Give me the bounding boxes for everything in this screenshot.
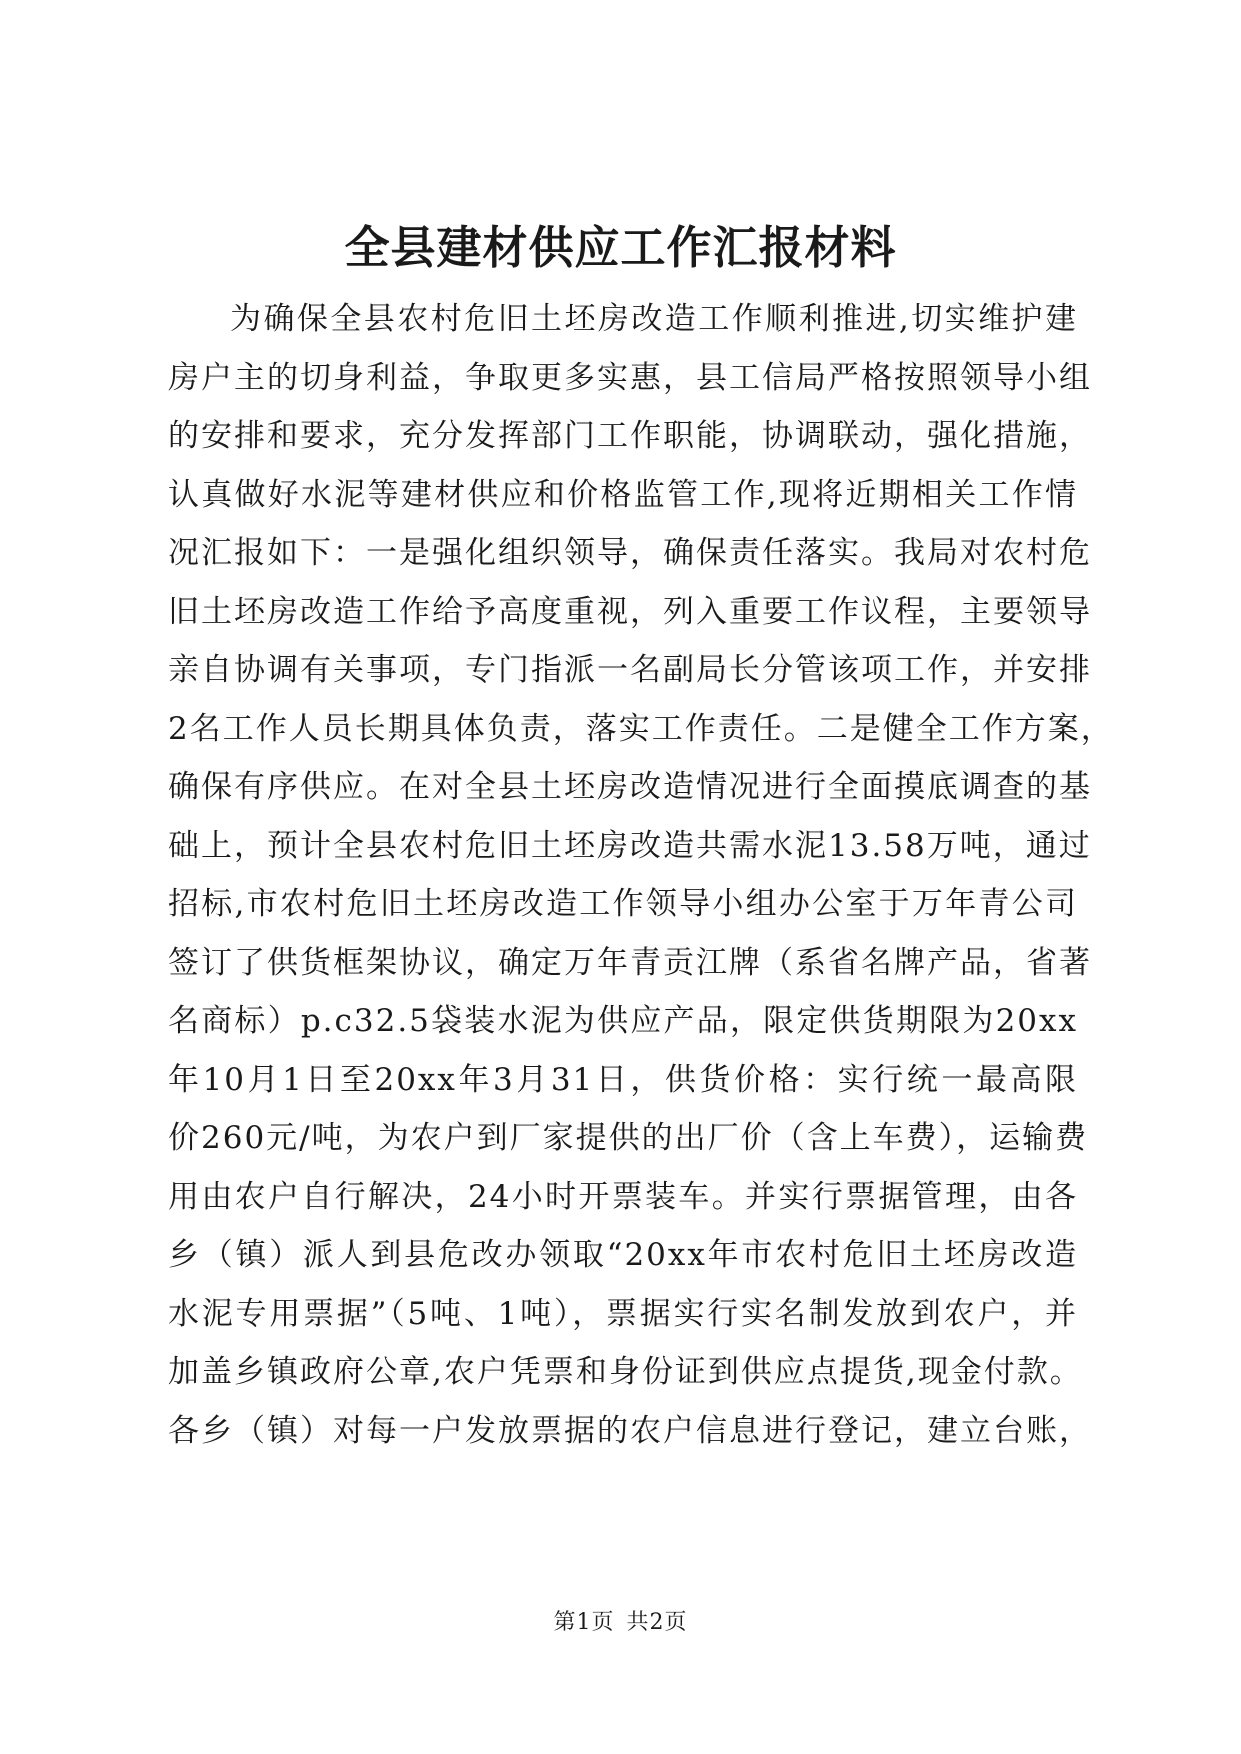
body-line: 年10月1日至20xx年3月31日，供货价格：实行统一最高限 <box>168 1061 1078 1098</box>
body-line: 况汇报如下：一是强化组织领导，确保责任落实。我局对农村危 <box>168 535 1092 571</box>
body-line: 签订了供货框架协议，确定万年青贡江牌（系省名牌产品，省著 <box>168 944 1092 981</box>
body-line: 水泥专用票据”（5吨、1吨），票据实行实名制发放到农户，并 <box>168 1295 1078 1332</box>
body-line: 确保有序供应。在对全县土坯房改造情况进行全面摸底调查的基 <box>168 769 1092 805</box>
body-line: 认真做好水泥等建材供应和价格监管工作,现将近期相关工作情 <box>168 476 1078 513</box>
body-line: 2名工作人员长期具体负责，落实工作责任。二是健全工作方案， <box>168 710 1114 747</box>
body-line: 础上，预计全县农村危旧土坯房改造共需水泥13.58万吨，通过 <box>168 827 1092 864</box>
body-line: 亲自协调有关事项，专门指派一名副局长分管该项工作，并安排 <box>168 652 1092 688</box>
document-title: 全县建材供应工作汇报材料 <box>344 221 897 274</box>
body-line: 房户主的切身利益，争取更多实惠，县工信局严格按照领导小组 <box>168 359 1092 396</box>
body-line: 乡（镇）派人到县危改办领取“20xx年市农村危旧土坯房改造 <box>168 1237 1078 1273</box>
body-line: 招标,市农村危旧土坯房改造工作领导小组办公室于万年青公司 <box>168 886 1078 922</box>
page-total: 共2页 <box>626 1610 688 1635</box>
body-line: 用由农户自行解决，24小时开票装车。并实行票据管理，由各 <box>168 1178 1078 1215</box>
body-line: 旧土坯房改造工作给予高度重视，列入重要工作议程，主要领导 <box>168 593 1092 630</box>
page-footer <box>0 1608 1241 1638</box>
body-line: 加盖乡镇政府公章,农户凭票和身份证到供应点提货,现金付款。 <box>168 1354 1083 1390</box>
body-line: 价260元/吨，为农户到厂家提供的出厂价（含上车费），运输费 <box>168 1120 1089 1156</box>
page-number: 第1页 <box>553 1610 615 1635</box>
document-body <box>168 290 1114 1460</box>
body-line: 各乡（镇）对每一户发放票据的农户信息进行登记，建立台账， <box>168 1412 1092 1449</box>
body-line: 为确保全县农村危旧土坯房改造工作顺利推进,切实维护建 <box>230 301 1078 337</box>
body-line: 名商标）p.c32.5袋装水泥为供应产品，限定供货期限为20xx <box>168 1003 1078 1039</box>
body-line: 的安排和要求，充分发挥部门工作职能，协调联动，强化措施， <box>168 418 1092 454</box>
